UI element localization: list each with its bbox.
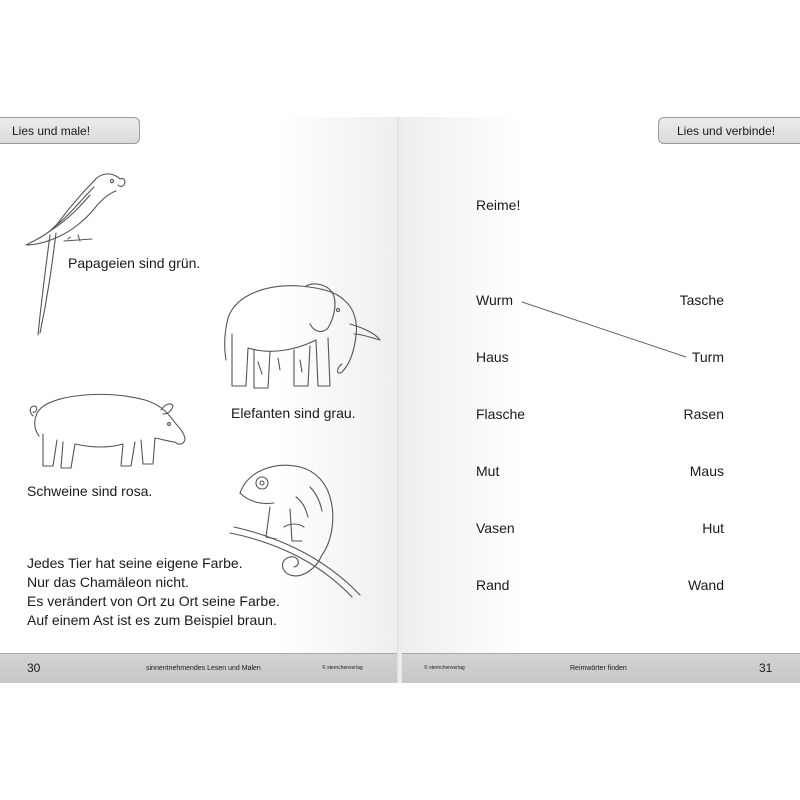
word-right[interactable]: Tasche xyxy=(679,292,724,308)
paragraph-line: Nur das Chamäleon nicht. xyxy=(27,574,189,590)
word-right[interactable]: Rasen xyxy=(683,406,724,422)
caption-elephant: Elefanten sind grau. xyxy=(231,405,356,421)
word-left[interactable]: Rand xyxy=(476,577,510,593)
left-page xyxy=(0,117,398,683)
connecting-line xyxy=(402,117,800,683)
word-left[interactable]: Haus xyxy=(476,349,509,365)
word-left[interactable]: Mut xyxy=(476,463,500,479)
caption-pig: Schweine sind rosa. xyxy=(27,483,153,499)
footer-right xyxy=(402,653,800,683)
paragraph-line: Jedes Tier hat seine eigene Farbe. xyxy=(27,555,243,571)
footer-subtitle-right: Reimwörter finden xyxy=(570,665,627,672)
page-number-left: 30 xyxy=(27,661,41,675)
paragraph-line: Es verändert von Ort zu Ort seine Farbe. xyxy=(27,593,280,609)
footer-publisher-right: © sternchenverlag xyxy=(424,665,465,671)
paragraph-chameleon xyxy=(27,554,280,630)
paragraph-line: Auf einem Ast ist es zum Beispiel braun. xyxy=(27,612,277,628)
caption-parrot: Papageien sind grün. xyxy=(68,255,201,271)
tab-read-and-connect: Lies und verbinde! xyxy=(658,117,800,144)
word-right[interactable]: Maus xyxy=(689,463,724,479)
word-left[interactable]: Wurm xyxy=(476,292,514,308)
tab-read-and-draw: Lies und male! xyxy=(0,117,140,144)
pig-illustration xyxy=(27,386,189,474)
footer-subtitle-left: sinnentnehmendes Lesen und Malen xyxy=(146,665,261,672)
word-right[interactable]: Wand xyxy=(687,577,724,593)
page-number-right: 31 xyxy=(759,661,773,675)
word-left[interactable]: Flasche xyxy=(476,406,526,422)
footer-left xyxy=(0,653,398,683)
footer-publisher-left: © sternchenverlag xyxy=(322,665,363,671)
elephant-illustration xyxy=(218,278,384,396)
word-right[interactable]: Turm xyxy=(691,349,724,365)
heading-rhymes: Reime! xyxy=(476,197,521,213)
parrot-illustration xyxy=(20,165,130,340)
word-left[interactable]: Vasen xyxy=(476,520,515,536)
word-right[interactable]: Hut xyxy=(702,520,724,536)
right-page xyxy=(402,117,800,683)
